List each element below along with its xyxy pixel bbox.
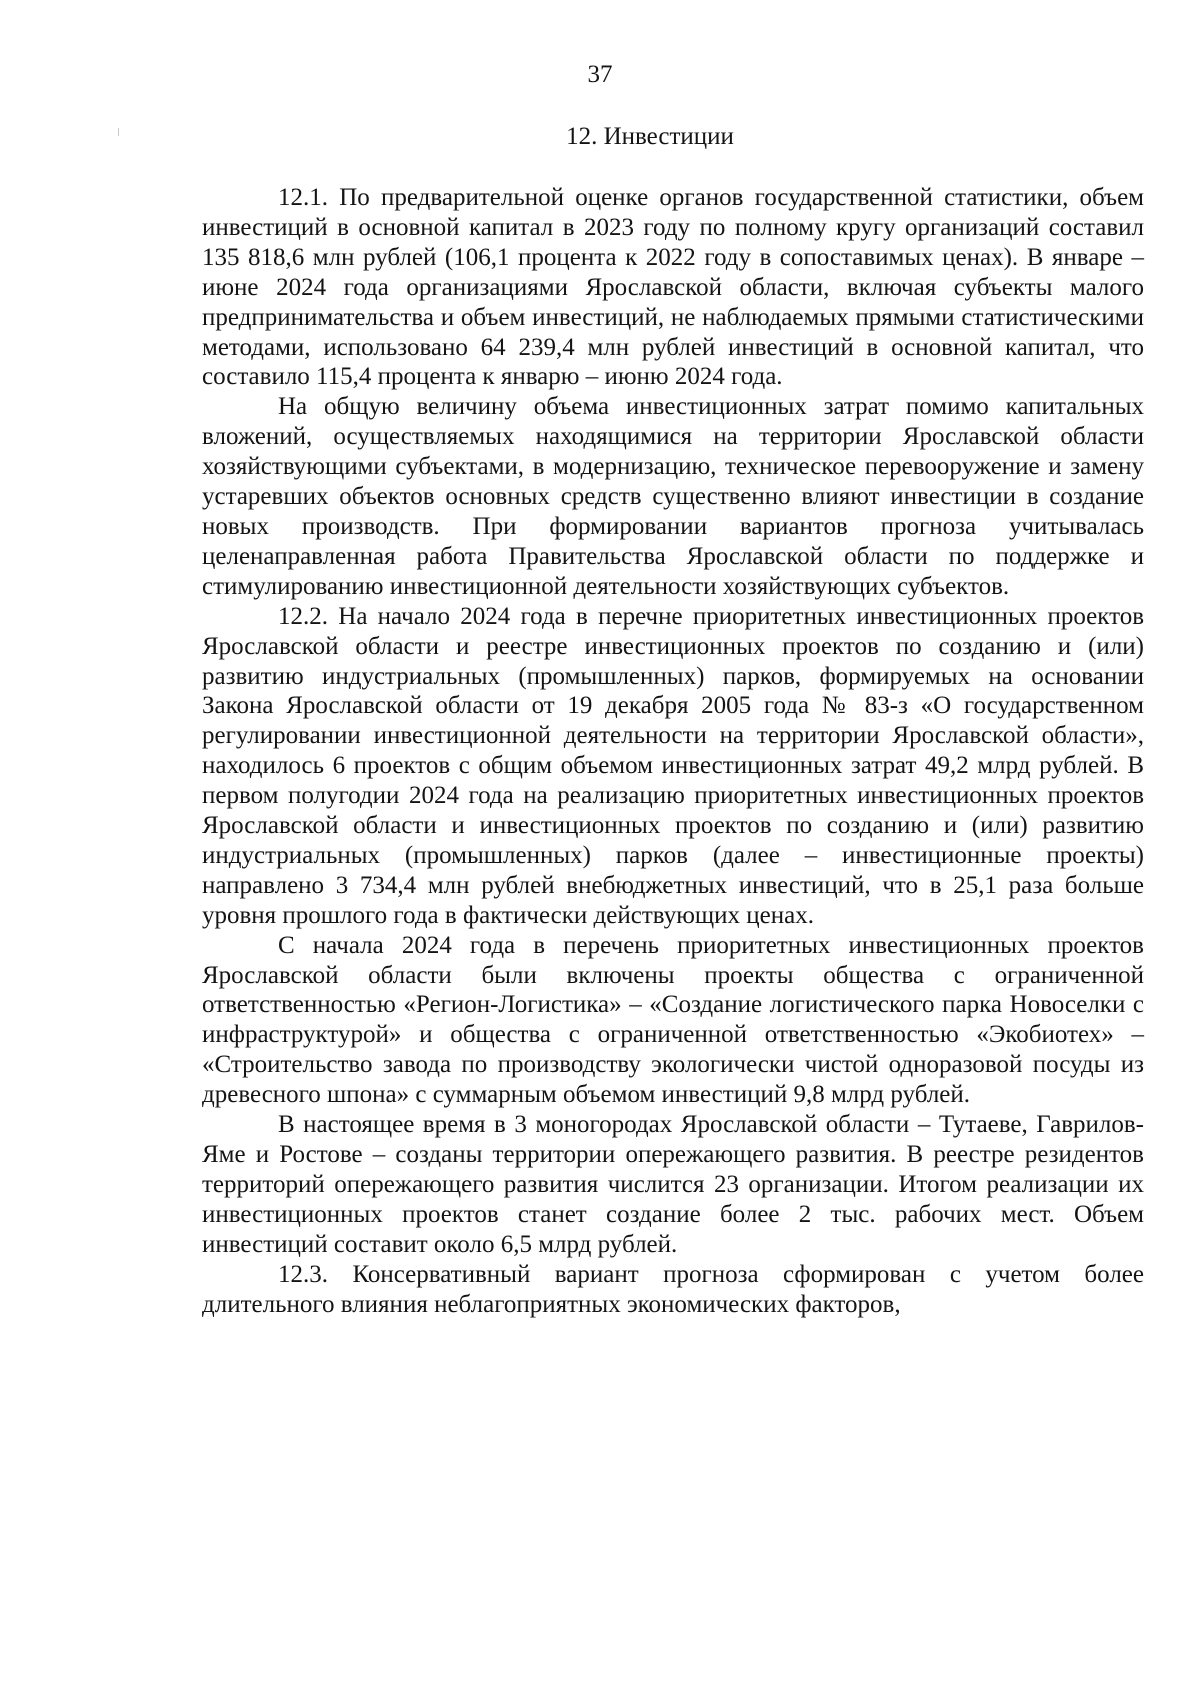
paragraph-new-projects: С начала 2024 года в перечень приоритетных инвестиционных проектов Ярославской области были включены проекты общества с ограниченной ответственностью «Регион-Логистика» – «Создание логистического парка Новоселки с инфраструктурой» и общества с ограниченной ответственностью «Экобиотех» – «Строительство завода по производству экологически чистой одноразовой посуды из древесного шпона» с суммарным объемом инвестиций 9,8 млрд рублей. bbox=[202, 931, 1144, 1109]
paragraph-investment-costs: На общую величину объема инвестиционных затрат помимо капитальных вложений, осуществляемых находящимися на территории Ярославской области хозяйствующими субъектами, в модернизацию, техническое перевооружение и замену устаревших объектов основных средств существенно влияют инвестиции в создание новых производств. При формировании вариантов прогноза учитывалась целенаправленная работа Правительства Ярославской области по поддержке и стимулированию инвестиционной деятельности хозяйствующих субъектов. bbox=[202, 393, 1144, 600]
paragraph-12-3: 12.3. Консервативный вариант прогноза сформирован с учетом более длительного влияния неблагоприятных экономических факторов, bbox=[202, 1260, 1144, 1318]
page-number: 37 bbox=[587, 61, 613, 88]
paragraph-monotowns: В настоящее время в 3 моногородах Ярославской области – Тутаеве, Гаврилов-Яме и Ростове – созданы территории опережающего развития. В реестре резидентов территорий опережающего развития числится 23 организации. Итогом реализации их инвестиционных проектов станет создание более 2 тыс. рабочих мест. Объем инвестиций составит около 6,5 млрд рублей. bbox=[202, 1111, 1144, 1258]
paragraph-12-1: 12.1. По предварительной оценке органов государственной статистики, объем инвестиций в основной капитал в 2023 году по полному кругу организаций составил 135 818,6 млн рублей (106,1 процента к 2022 году в сопоставимых ценах). В январе – июне 2024 года организациями Ярославской области, включая субъекты малого предпринимательства и объем инвестиций, не наблюдаемых прямыми статистическими методами, использовано 64 239,4 млн рублей инвестиций в основной капитал, что составило 115,4 процента к январю – июню 2024 года. bbox=[202, 184, 1144, 391]
paragraph-12-2: 12.2. На начало 2024 года в перечне приоритетных инвестиционных проектов Ярославской области и реестре инвестиционных проектов по созданию и (или) развитию индустриальных (промышленных) парков, формируемых на основании Закона Ярославской области от 19 декабря 2005 года № 83-з «О государственном регулировании инвестиционной деятельности на территории Ярославской области», находилось 6 проектов с общим объемом инвестиционных затрат 49,2 млрд рублей. В первом полугодии 2024 года на реализацию приоритетных инвестиционных проектов Ярославской области и инвестиционных проектов по созданию и (или) развитию индустриальных (промышленных) парков (далее – инвестиционные проекты) направлено 3 734,4 млн рублей внебюджетных инвестиций, что в 25,1 раза больше уровня прошлого года в фактически действующих ценах. bbox=[202, 602, 1144, 929]
body-text bbox=[202, 183, 1144, 1319]
section-title: 12. Инвестиции bbox=[566, 123, 734, 150]
